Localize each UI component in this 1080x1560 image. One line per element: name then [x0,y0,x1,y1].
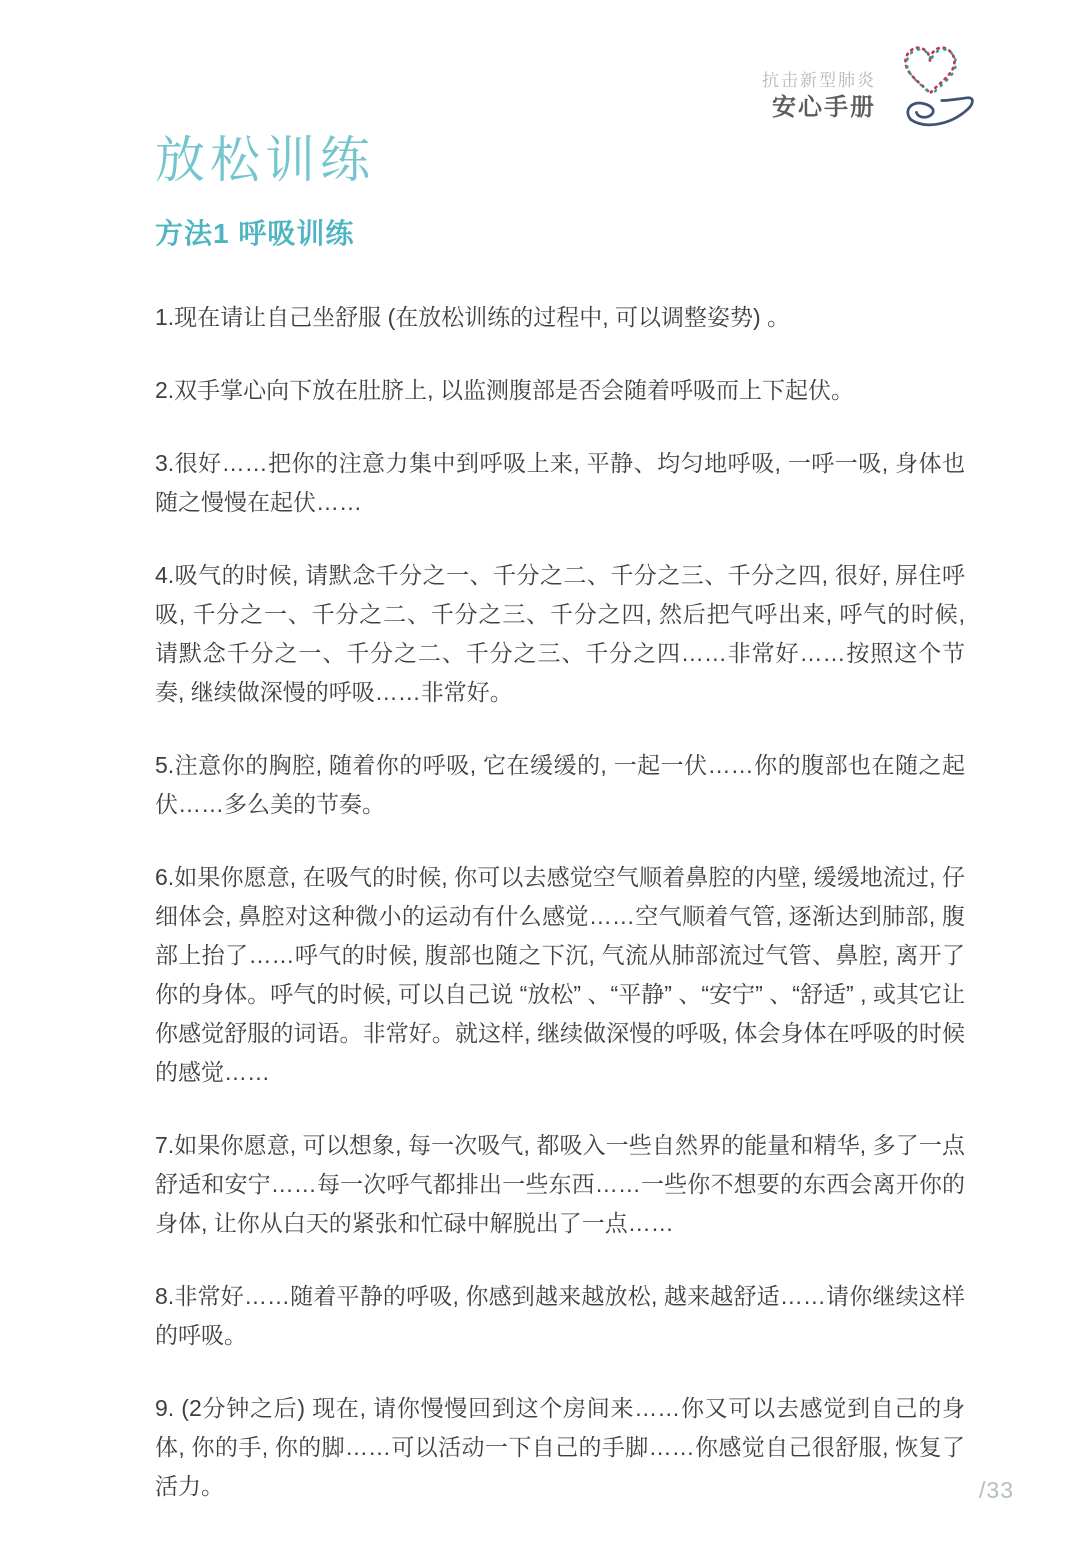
document-body [155,120,965,1506]
instruction-step-1: 1.现在请让自己坐舒服 (在放松训练的过程中, 可以调整姿势) 。 [155,304,791,330]
heart-icon [906,48,956,94]
page-number: /33 [979,1477,1014,1503]
instruction-step-7: 7.如果你愿意, 可以想象, 每一次吸气, 都吸入一些自然界的能量和精华, 多了一点舒适和安宁……每一次呼气都排出一些东西……一些你不想要的东西会离开你的身体, 让你从白天的紧张和忙碌中解脱出了一点…… [155,1132,965,1236]
section-subtitle: 方法1 呼吸训练 [155,218,355,249]
page-title: 放松训练 [155,132,375,188]
instruction-step-5: 5.注意你的胸腔, 随着你的呼吸, 它在缓缓的, 一起一伏……你的腹部也在随之起伏……多么美的节奏。 [155,752,965,817]
instruction-step-6: 6.如果你愿意, 在吸气的时候, 你可以去感觉空气顺着鼻腔的内壁, 缓缓地流过, 仔细体会, 鼻腔对这种微小的运动有什么感觉……空气顺着气管, 逐渐达到肺部, 腹部上抬了……呼气的时候, 腹部也随之下沉, 气流从肺部流过气管、鼻腔, 离开了你的身体。呼气的时候, 可以自己说 “放松” 、“平静” 、“安宁” 、“舒适” , 或其它让你感觉舒服的词语。非常好。就这样, 继续做深慢的呼吸, 体会身体在呼吸的时候的感觉…… [155,864,965,1085]
instruction-step-3: 3.很好……把你的注意力集中到呼吸上来, 平静、均匀地呼吸, 一呼一吸, 身体也随之慢慢在起伏…… [155,450,965,515]
instruction-step-4: 4.吸气的时候, 请默念千分之一、千分之二、千分之三、千分之四, 很好, 屏住呼吸, 千分之一、千分之二、千分之三、千分之四, 然后把气呼出来, 呼气的时候, 请默念千分之一、千分之二、千分之三、千分之四……非常好……按照这个节奏, 继续做深慢的呼吸……非常好。 [155,562,965,705]
brand-tagline: 抗击新型肺炎 [762,71,876,90]
instruction-step-2: 2.双手掌心向下放在肚脐上, 以监测腹部是否会随着呼吸而上下起伏。 [155,377,854,403]
instruction-step-8: 8.非常好……随着平静的呼吸, 你感到越来越放松, 越来越舒适……请你继续这样的呼吸。 [155,1283,965,1348]
brand-name: 安心手册 [772,94,876,121]
instruction-step-9: 9. (2分钟之后) 现在, 请你慢慢回到这个房间来……你又可以去感觉到自己的身体, 你的手, 你的脚……可以活动一下自己的手脚……你感觉自己很舒服, 恢复了活力。 [155,1395,965,1499]
